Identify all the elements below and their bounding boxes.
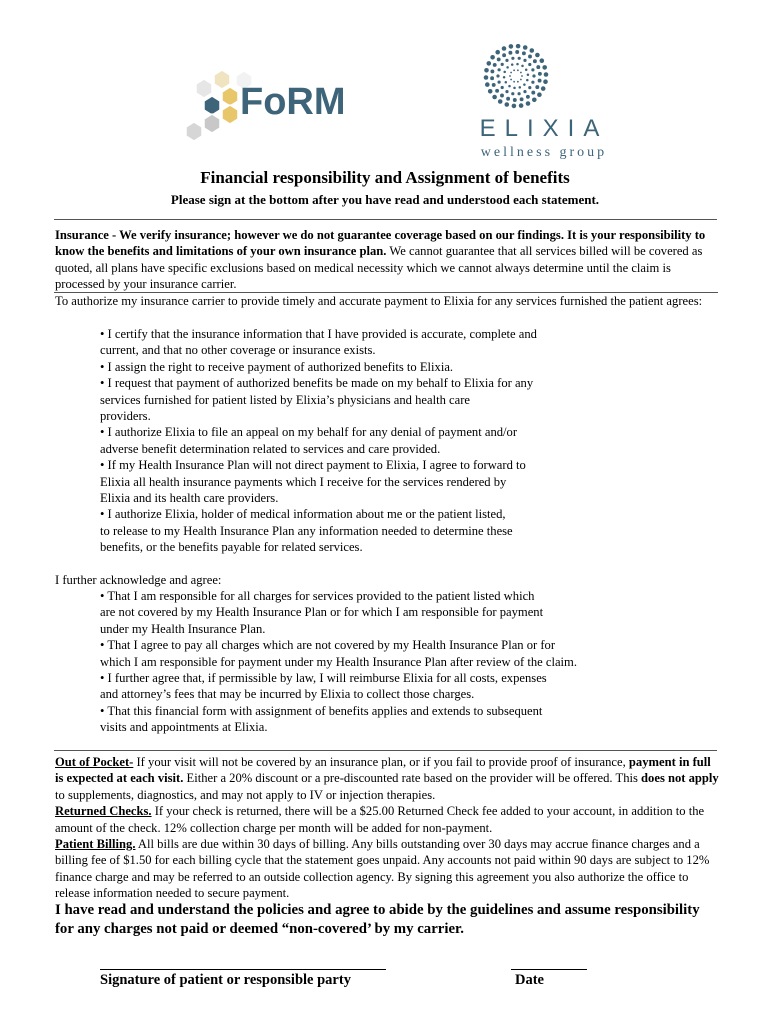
authorize-bullet-line: • If my Health Insurance Plan will not direct payment to Elixia, I agree to forward to — [100, 458, 526, 473]
acknowledge-bullet-line: and attorney’s fees that may be incurred by Elixia to collect those charges. — [100, 687, 475, 702]
divider — [54, 219, 717, 220]
authorize-bullet-line: • I request that payment of authorized benefits be made on my behalf to Elixia for any — [100, 376, 534, 391]
authorize-bullet-line: adverse benefit determination related to services and care provided. — [100, 441, 441, 456]
authorize-bullet-line: benefits, or the benefits payable for related services. — [100, 540, 363, 555]
policies-section — [55, 754, 720, 902]
elixia-spiral-icon — [484, 44, 549, 108]
form-logo — [176, 62, 381, 144]
acknowledge-bullet-line: which I am responsible for payment under my Health Insurance Plan after review of the claim. — [100, 654, 577, 669]
acknowledge-bullet-line: visits and appointments at Elixia. — [100, 720, 268, 735]
final-statement: I have read and understand the policies and agree to abide by the guidelines and assume responsibility for any charges not paid or deemed “non-covered’ by my carrier. — [55, 902, 700, 937]
logo-area — [0, 0, 770, 165]
returned-checks-label: Returned Checks. — [55, 804, 152, 819]
insurance-paragraph — [55, 227, 720, 293]
acknowledge-bullet-line: • I further agree that, if permissible by law, I will reimburse Elixia for all costs, expenses — [100, 671, 547, 686]
authorize-bullet-line: • I authorize Elixia to file an appeal on my behalf for any denial of payment and/or — [100, 425, 518, 440]
out-of-pocket-label: Out of Pocket- — [55, 755, 134, 769]
out-of-pocket-bold: payment in full is expected at each visit. — [55, 755, 711, 786]
page-title: Financial responsibility and Assignment of benefits — [200, 168, 570, 187]
authorize-bullet-line: current, and that no other coverage or insurance exists. — [100, 343, 376, 358]
signature-label: Signature of patient or responsible party — [100, 972, 351, 988]
authorize-bullet-line: • I assign the right to receive payment of authorized benefits to Elixia. — [100, 359, 454, 374]
acknowledge-bullet-line: • That this financial form with assignment of benefits applies and extends to subsequent — [100, 703, 543, 718]
out-of-pocket-bold: does not apply — [641, 771, 719, 786]
insurance-bold-text: Insurance - We verify insurance; however we do not guarantee coverage based on our findings. It is your responsibility to know the benefits and limitations of your own insurance plan. — [55, 228, 706, 259]
signature-line[interactable] — [100, 969, 386, 970]
acknowledge-intro: I further acknowledge and agree: — [55, 573, 222, 587]
authorize-bullet-line: Elixia all health insurance payments which I receive for the services rendered by — [100, 474, 507, 489]
insurance-text: We cannot guarantee that all services billed will be covered as quoted, all plans have specific exclusions based on medical necessity which we cannot always determine until the claim is processed by your insurance carrier. — [55, 244, 703, 292]
acknowledge-bullet-line: • That I am responsible for all charges for services provided to the patient listed which — [100, 589, 535, 603]
date-label: Date — [515, 972, 544, 988]
authorize-intro: To authorize my insurance carrier to provide timely and accurate payment to Elixia for any services furnished the patient agrees: — [55, 294, 703, 308]
elixia-logo-text: ELIXIA — [479, 115, 609, 142]
elixia-logo-subtext: wellness group — [480, 145, 608, 160]
authorize-bullet-line: services furnished for patient listed by Elixia’s physicians and health care — [100, 392, 471, 407]
date-line[interactable] — [511, 969, 587, 970]
authorize-bullet-line: providers. — [100, 409, 151, 424]
authorize-bullet-line: to release to my Health Insurance Plan any information needed to determine these — [100, 523, 513, 538]
page-subtitle: Please sign at the bottom after you have read and understood each statement. — [170, 192, 600, 207]
out-of-pocket-text: Either a 20% discount or a pre-discounted rate based on the provider will be offered. This — [183, 771, 642, 786]
patient-billing-text: All bills are due within 30 days of billing. Any bills outstanding over 30 days may accrue finance charges and a billing fee of $1.50 for each billing cycle that the statement goes unpaid. Any accounts not paid within 90 days are subject to 12% finance charge and may be referred to an outside collection agency. By signing this agreement you also authorize the office to release information needed to secure payment. — [55, 837, 710, 901]
returned-checks-paragraph — [55, 803, 720, 836]
divider — [54, 750, 717, 751]
acknowledge-bullet-line: • That I agree to pay all charges which are not covered by my Health Insurance Plan or for — [100, 638, 556, 653]
authorize-bullet-line: • I certify that the insurance information that I have provided is accurate, complete and — [100, 327, 537, 341]
form-logo-text: FoRM — [240, 81, 346, 123]
authorize-bullet-line: Elixia and its health care providers. — [100, 491, 279, 506]
returned-checks-text: If your check is returned, there will be a $25.00 Returned Check fee added to your account, in addition to the amount of the check. 12% collection charge per month will be added for non-payment. — [55, 804, 705, 835]
patient-billing-label: Patient Billing. — [55, 837, 136, 852]
authorize-list — [100, 326, 620, 556]
acknowledge-bullet-line: under my Health Insurance Plan. — [100, 621, 266, 636]
out-of-pocket-text: to supplements, diagnostics, and may not apply to IV or injection therapies. — [55, 787, 436, 802]
authorize-bullet-line: • I authorize Elixia, holder of medical information about me or the patient listed, — [100, 507, 506, 522]
out-of-pocket-text: If your visit will not be covered by an insurance plan, or if you fail to provide proof of insurance, — [133, 755, 629, 769]
patient-billing-paragraph — [55, 836, 720, 902]
acknowledge-list — [100, 588, 640, 736]
out-of-pocket-paragraph — [55, 754, 720, 803]
elixia-logo — [472, 44, 617, 160]
acknowledge-bullet-line: are not covered by my Health Insurance Plan or for which I am responsible for payment — [100, 605, 544, 620]
